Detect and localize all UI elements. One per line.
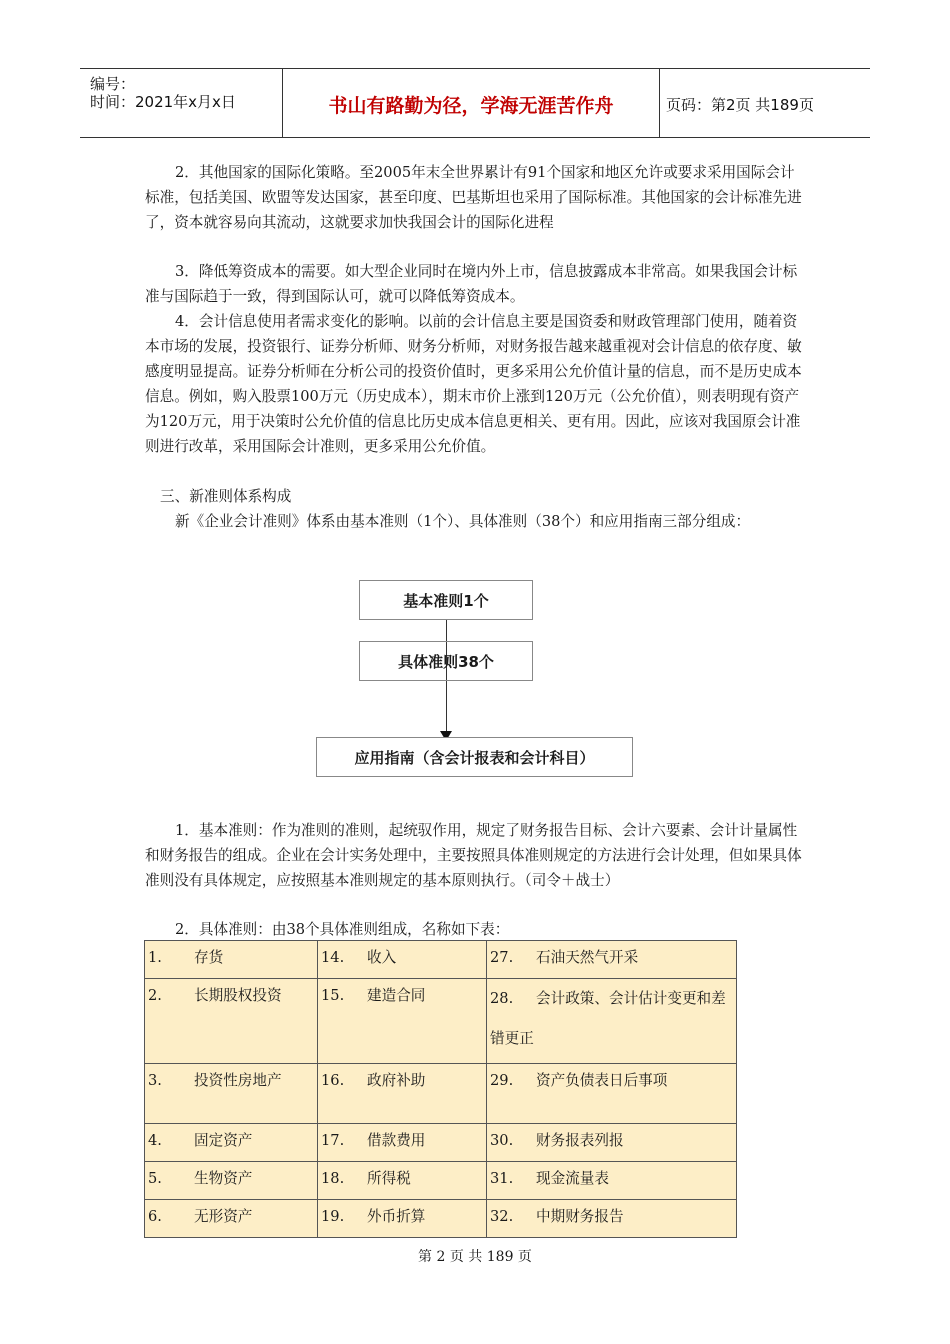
table-cell: 6. 无形资产 — [145, 1200, 318, 1238]
table-cell: 18. 所得税 — [318, 1162, 487, 1200]
table-cell: 16. 政府补助 — [318, 1064, 487, 1124]
table-row — [145, 1124, 737, 1162]
table-row — [145, 941, 737, 979]
table-cell: 3. 投资性房地产 — [145, 1064, 318, 1124]
paragraph-3: 3．降低筹资成本的需要。如大型企业同时在境内外上市，信息披露成本非常高。如果我国会计标准与国际趋于一致，得到国际认可，就可以降低筹资成本。 — [145, 263, 798, 305]
table-cell: 27. 石油天然气开采 — [487, 941, 737, 979]
table-row — [145, 1162, 737, 1200]
table-cell: 1. 存货 — [145, 941, 318, 979]
table-cell: 15. 建造合同 — [318, 979, 487, 1064]
table-cell: 32. 中期财务报告 — [487, 1200, 737, 1238]
table-cell: 19. 外币折算 — [318, 1200, 487, 1238]
page-footer: 第 2 页 共 189 页 — [418, 1249, 532, 1265]
basic-standard-paragraph: 1．基本准则：作为准则的准则，起统驭作用，规定了财务报告目标、会计六要素、会计计量属性和财务报告的组成。企业在会计实务处理中，主要按照具体准则规定的方法进行会计处理，但如果具体准则没有具体规定，应按照基本准则规定的基本原则执行。（司令＋战士） — [145, 822, 802, 889]
intro-paragraph: 新《企业会计准则》体系由基本准则（1个）、具体准则（38个）和应用指南三部分组成： — [175, 513, 751, 530]
table-cell: 17. 借款费用 — [318, 1124, 487, 1162]
page-label: 页码：第2页 共189页 — [666, 96, 814, 114]
table-cell: 31. 现金流量表 — [487, 1162, 737, 1200]
table-row — [145, 979, 737, 1064]
number-label: 编号： — [90, 75, 136, 93]
table-cell: 28. 会计政策、会计估计变更和差错更正 — [487, 979, 737, 1064]
table-cell: 5. 生物资产 — [145, 1162, 318, 1200]
table-cell: 14. 收入 — [318, 941, 487, 979]
application-guide-box: 应用指南（含会计报表和会计科目） — [316, 737, 633, 777]
header-divider — [659, 69, 660, 137]
time-label: 时间：2021年x月x日 — [90, 93, 236, 111]
table-row — [145, 1200, 737, 1238]
table-cell: 2. 长期股权投资 — [145, 979, 318, 1064]
page-header — [80, 68, 870, 138]
table-cell: 30. 财务报表列报 — [487, 1124, 737, 1162]
table-cell: 4. 固定资产 — [145, 1124, 318, 1162]
section-heading: 三、新准则体系构成 — [160, 488, 292, 505]
paragraph-4: 4．会计信息使用者需求变化的影响。以前的会计信息主要是国资委和财政管理部门使用，随着资本市场的发展，投资银行、证券分析师、财务分析师，对财务报告越来越重视对会计信息的依存度、敏感度明显提高。证券分析师在分析公司的投资价值时，更多采用公允价值计量的信息，而不是历史成本信息。例如，购入股票100万元（历史成本），期末市价上涨到120万元（公允价值），则表明现有资产为120万元，用于决策时公允价值的信息比历史成本信息更相关、更有用。因此，应该对我国原会计准则进行改革，采用国际会计准则，更多采用公允价值。 — [145, 313, 802, 455]
basic-standard-box: 基本准则1个 — [359, 580, 533, 620]
table-cell: 29. 资产负债表日后事项 — [487, 1064, 737, 1124]
standards-table — [144, 940, 737, 1238]
paragraph-2: 2．其他国家的国际化策略。至2005年末全世界累计有91个国家和地区允许或要求采用国际会计标准，包括美国、欧盟等发达国家，甚至印度、巴基斯坦也采用了国际标准。其他国家的会计标准先进了，资本就容易向其流动，这就要求加快我国会计的国际化进程 — [145, 164, 802, 231]
specific-standard-intro: 2．具体准则：由38个具体准则组成，名称如下表： — [175, 921, 510, 938]
motto: 书山有路勤为径，学海无涯苦作舟 — [328, 95, 614, 117]
specific-standards-box: 具体准则38个 — [359, 641, 533, 681]
table-row — [145, 1064, 737, 1124]
